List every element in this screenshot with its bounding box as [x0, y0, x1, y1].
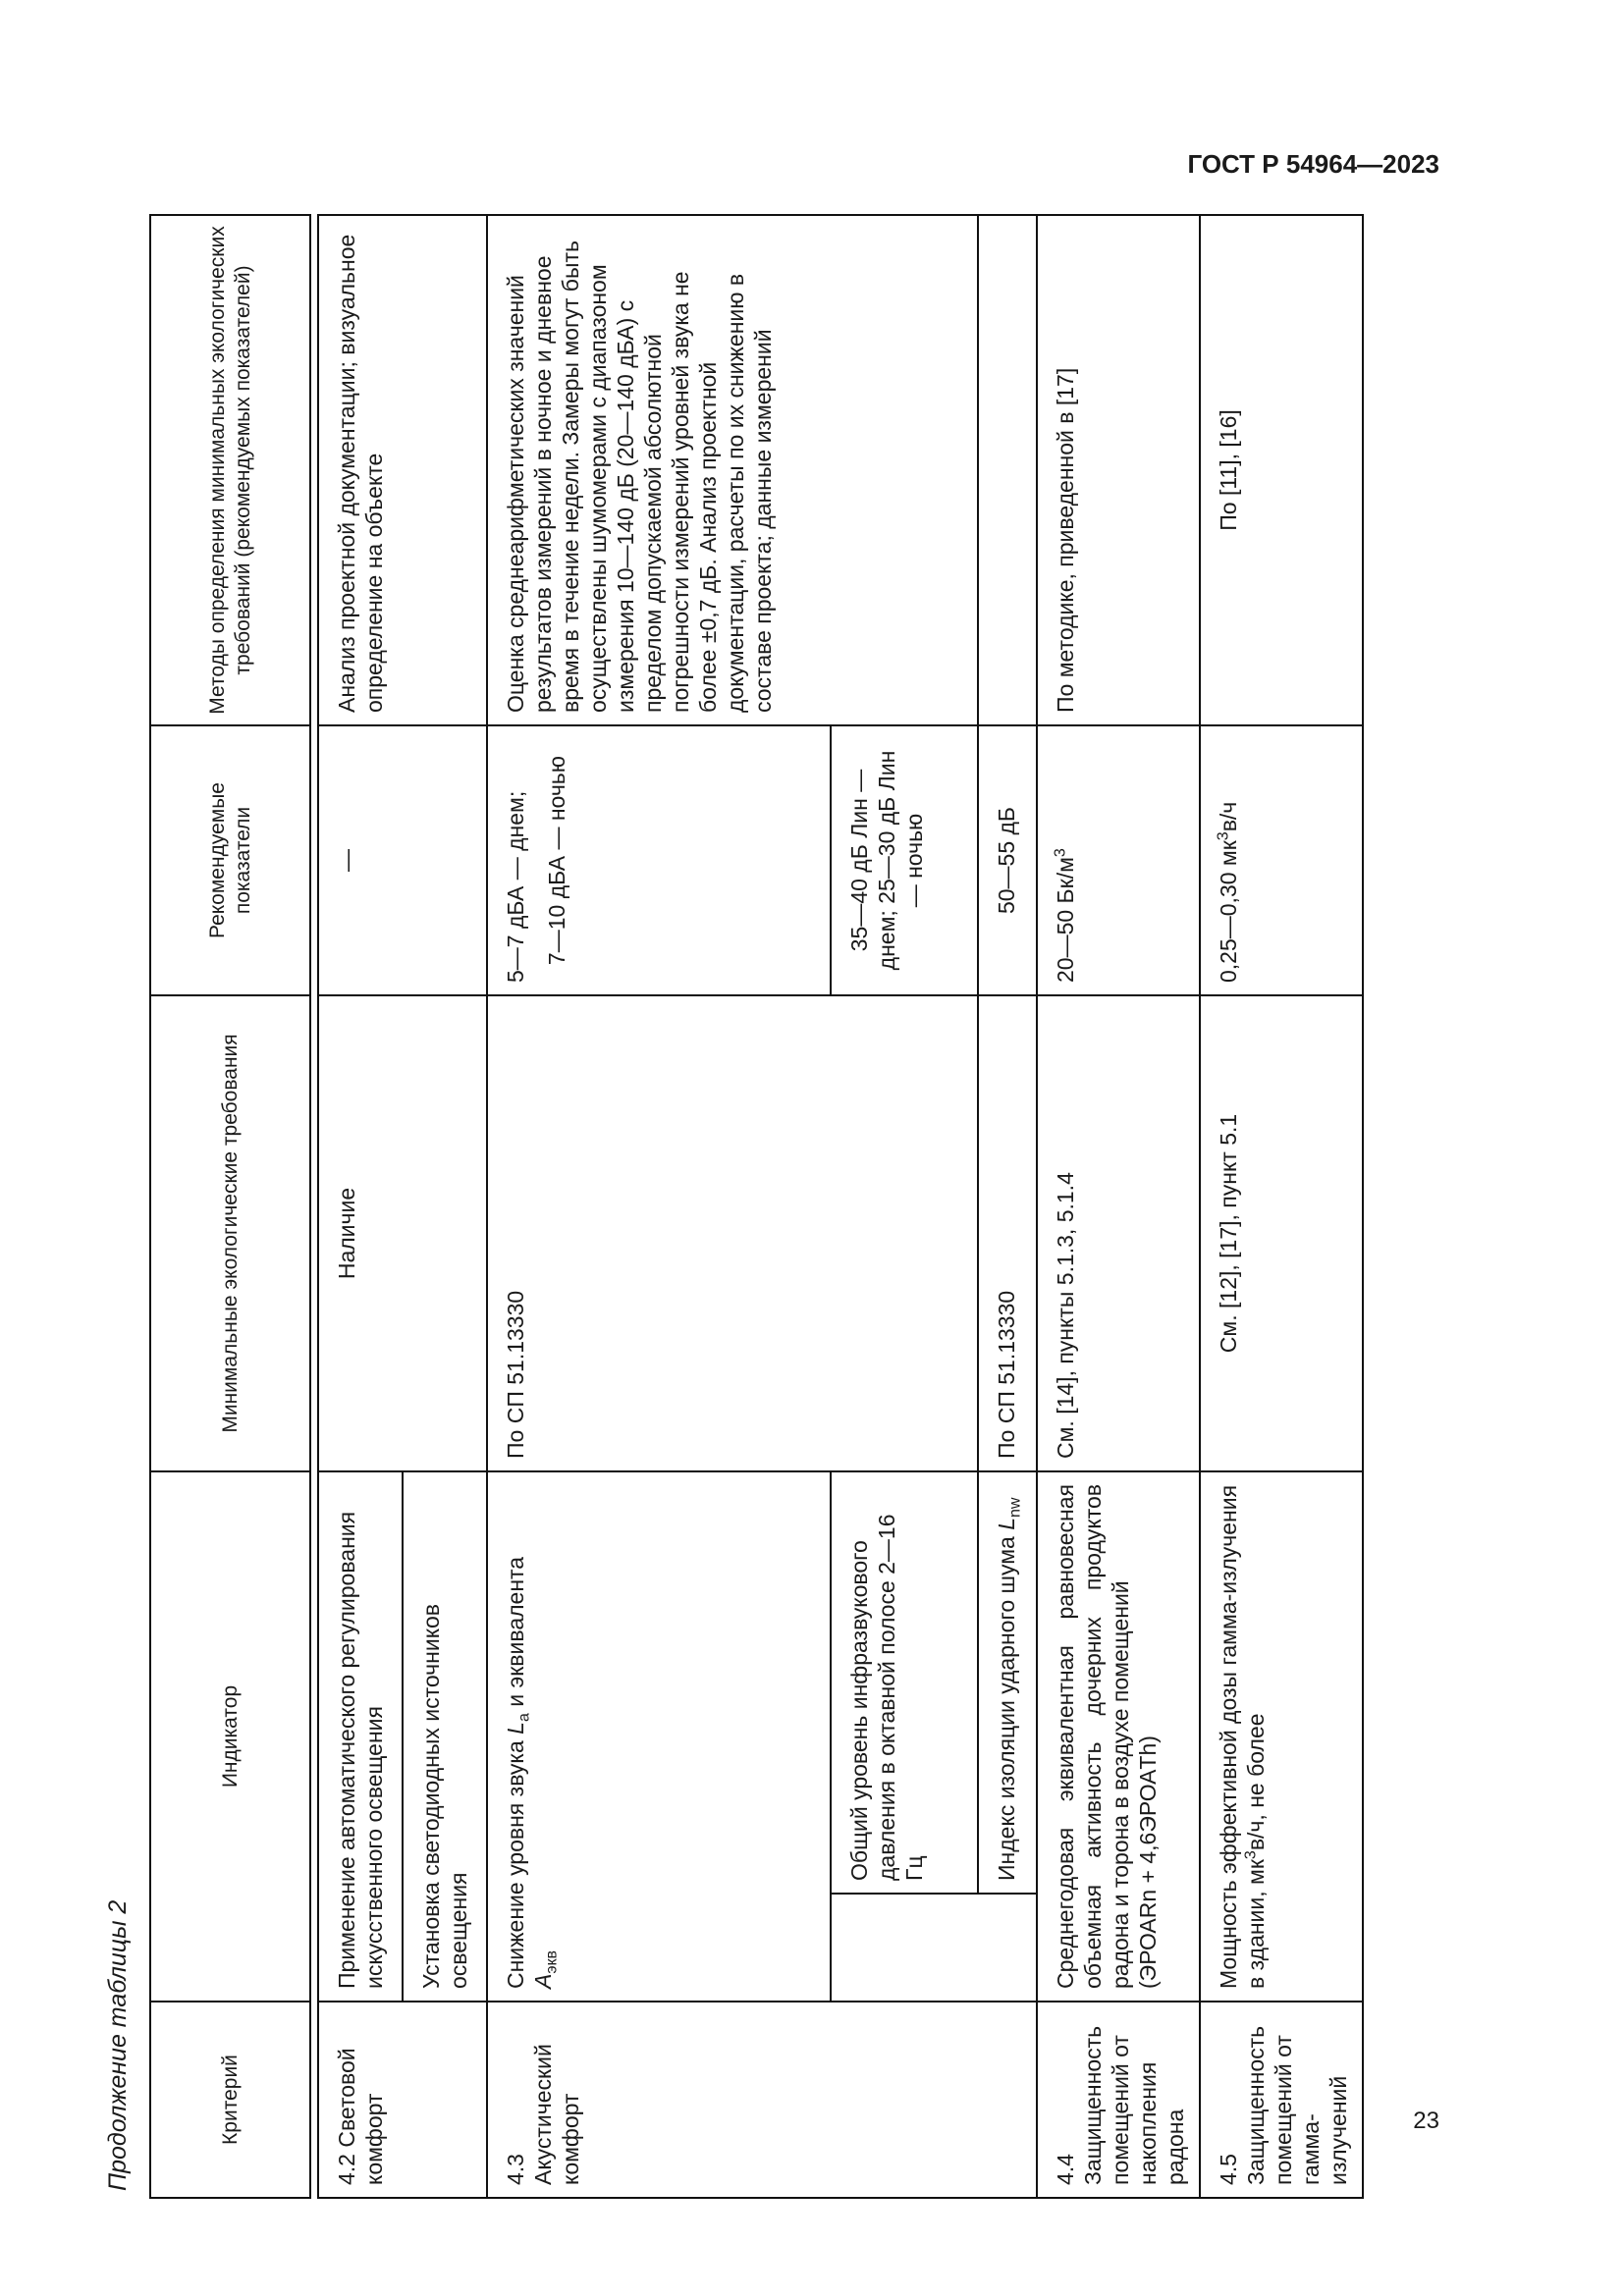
indicator-cell [487, 1471, 831, 2002]
recommended-day: 5—7 дБА — днем; [503, 790, 528, 983]
recommended-cell: — [318, 725, 487, 995]
table-caption: Продолжение таблицы 2 [104, 1899, 132, 2191]
indicator-formula: (ЭРОАRn + 4,6ЭРОАTh) [1135, 1735, 1162, 1989]
recommended-cell: 35—40 дБ Лин — днем; 25—30 дБ Лин — ночью [831, 725, 978, 995]
recommended-value: 0,25—0,30 мк [1216, 840, 1242, 983]
col-header-indicator: Индикатор [150, 1471, 310, 2002]
indicator-cell: Установка светодиодных источников освещения [403, 1471, 487, 2002]
indicator-text: в/ч, не более [1243, 1713, 1270, 1851]
recommended-cell [487, 725, 831, 995]
recommended-value: 20—50 Бк/м [1053, 857, 1078, 983]
variable-symbol: L [994, 1518, 1019, 1530]
methods-cell: Анализ проектной документации; визуальное определение на объекте [318, 215, 487, 725]
indent-cell [831, 1894, 978, 2002]
variable-subscript: экв [543, 1949, 561, 1974]
indicator-text: Мощность эффективной дозы гамма-излучения в здании, мк [1216, 1484, 1270, 1989]
recommended-cell [1200, 725, 1363, 995]
minimal-cell: См. [14], пункты 5.1.3, 5.1.4 [1037, 995, 1200, 1471]
variable-subscript: a [515, 1713, 533, 1723]
indicator-text: Индекс изоляции ударного шума [994, 1529, 1019, 1881]
recommended-cell [1037, 725, 1200, 995]
recommended-night: 7—10 дБА — ночью [544, 755, 570, 966]
methods-cell: По методике, приведенной в [17] [1037, 215, 1200, 725]
col-header-recommended: Рекомендуемые показатели [150, 725, 310, 995]
variable-symbol: A [530, 1973, 557, 1989]
table-row [487, 215, 831, 2198]
table-row [1200, 215, 1363, 2198]
indicator-cell [1037, 1471, 1200, 2002]
criterion-cell: 4.5 Защищенность помещений от гамма-излучений [1200, 2002, 1363, 2198]
table-row [1037, 215, 1200, 2198]
indicator-cell: Применение автоматического регулирования искусственного освещения [318, 1471, 403, 2002]
criterion-cell: 4.4 Защищенность помещений от накопления радона [1037, 2002, 1200, 2198]
recommended-unit: в/ч [1216, 801, 1242, 832]
minimal-cell: По СП 51.13330 [978, 995, 1037, 1471]
recommended-superscript: 3 [1215, 831, 1232, 841]
indicator-text: и эквивалента [503, 1556, 528, 1714]
criterion-cell: 4.2 Световой комфорт [318, 2002, 487, 2198]
minimal-cell: Наличие [318, 995, 487, 1471]
indent-cell [978, 1894, 1037, 2002]
table-row [978, 215, 1037, 2198]
col-header-methods: Методы определения минимальных экологических требований (рекомендуемых показателей) [150, 215, 310, 725]
recommended-superscript: 3 [1052, 848, 1069, 858]
minimal-cell: По СП 51.13330 [487, 995, 978, 1471]
variable-symbol: L [503, 1722, 528, 1735]
col-header-criterion: Критерий [150, 2002, 310, 2198]
variable-subscript: nw [1006, 1497, 1024, 1518]
table-row [318, 215, 403, 2198]
criterion-cell: 4.3 Акустический комфорт [487, 2002, 1037, 2198]
rotated-page-content [98, 98, 1624, 2199]
unit-superscript: 3 [1242, 1850, 1260, 1860]
indicator-cell: Общий уровень инфразвукового давления в октавной полосе 2—16 Гц [831, 1471, 978, 1894]
page-number: 23 [1413, 2108, 1439, 2134]
methods-cell-empty [978, 215, 1037, 725]
indicator-text: Среднегодовая эквивалентная равновесная объемная активность дочерних продуктов радона и торона в воздухе помещений [1053, 1484, 1134, 1989]
indicator-cell [1200, 1471, 1363, 2002]
header-double-rule [310, 215, 318, 2198]
document-standard-number: ГОСТ Р 54964—2023 [1187, 149, 1439, 179]
minimal-cell: См. [12], [17], пункт 5.1 [1200, 995, 1363, 1471]
table-header-row [150, 215, 310, 2198]
indicator-text: Снижение уровня звука [503, 1734, 528, 1989]
recommended-cell: 50—55 дБ [978, 725, 1037, 995]
criteria-table [149, 214, 1364, 2199]
methods-cell: Оценка среднеарифметических значений результатов измерений в ночное и дневное время в течение недели. Замеры могут быть осуществлены шумомерами с диапазоном измерения 10—140 дБ (20—140 дБА) с пределом допускаемой абсолютной погрешности измерений уровней звука не более ±0,7 дБ. Анализ проектной документации, расчеты по их снижению в составе проекта; данные измерений [487, 215, 978, 725]
col-header-minimal: Минимальные экологические требования [150, 995, 310, 1471]
methods-cell: По [11], [16] [1200, 215, 1363, 725]
indicator-cell [978, 1471, 1037, 1894]
